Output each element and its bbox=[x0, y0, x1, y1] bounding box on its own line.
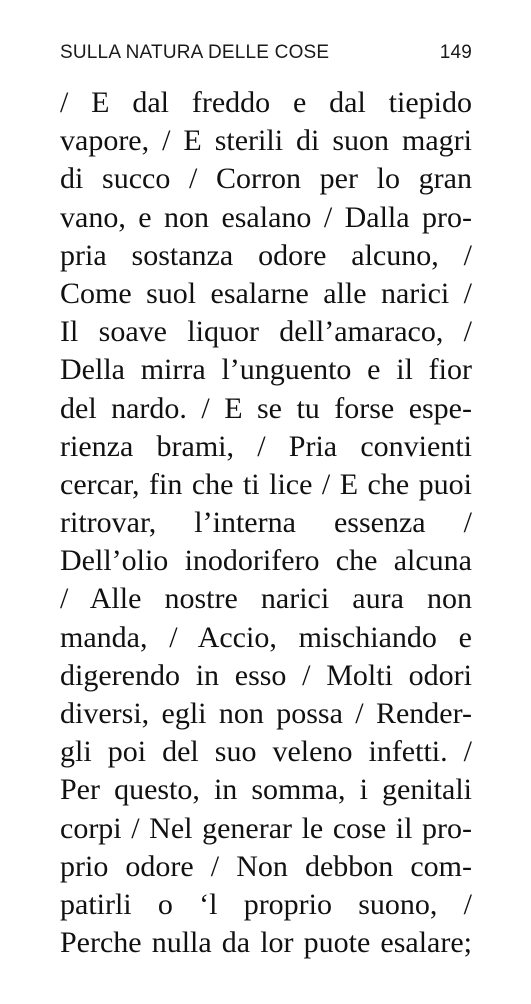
text-line: di succo / Corron per lo gran bbox=[60, 162, 472, 196]
text-line: corpi / Nel generar le cose il pro- bbox=[60, 811, 472, 845]
text-line: manda, / Accio, mischiando e bbox=[60, 620, 472, 654]
text-line: vapore, / E sterili di suon magri bbox=[60, 124, 472, 158]
text-line: prio odore / Non debbon com- bbox=[60, 849, 472, 883]
text-line: Come suol esalarne alle narici / bbox=[60, 276, 472, 310]
text-line: ritrovar, l’interna essenza / bbox=[60, 506, 472, 540]
text-line: Dell’olio inodorifero che alcuna bbox=[60, 544, 472, 578]
text-line: / Alle nostre narici aura non bbox=[60, 582, 472, 616]
text-line: vano, e non esalano / Dalla pro- bbox=[60, 200, 472, 234]
running-head bbox=[60, 42, 472, 66]
page-number: 149 bbox=[439, 42, 472, 63]
text-line: Perche nulla da lor puote esalare; bbox=[60, 926, 472, 960]
text-line: digerendo in esso / Molti odori bbox=[60, 658, 472, 692]
text-line: pria sostanza odore alcuno, / bbox=[60, 238, 472, 272]
text-line: rienza brami, / Pria convienti bbox=[60, 429, 472, 463]
text-line: / E dal freddo e dal tiepido bbox=[60, 86, 472, 119]
running-title: SULLA NATURA DELLE COSE bbox=[60, 42, 330, 63]
text-line: Della mirra l’unguento e il fior bbox=[60, 353, 472, 387]
text-line: Il soave liquor dell’amaraco, / bbox=[60, 315, 472, 349]
text-line: diversi, egli non possa / Render- bbox=[60, 697, 472, 730]
text-line: gli poi del suo veleno infetti. / bbox=[60, 735, 472, 769]
text-line: cercar, fin che ti lice / E che puoi bbox=[60, 467, 472, 501]
text-line: Per questo, in somma, i genitali bbox=[60, 773, 472, 807]
body-text bbox=[60, 84, 472, 962]
text-line: patirli o ‘l proprio suono, / bbox=[60, 887, 472, 921]
text-line: del nardo. / E se tu forse espe- bbox=[60, 391, 472, 425]
